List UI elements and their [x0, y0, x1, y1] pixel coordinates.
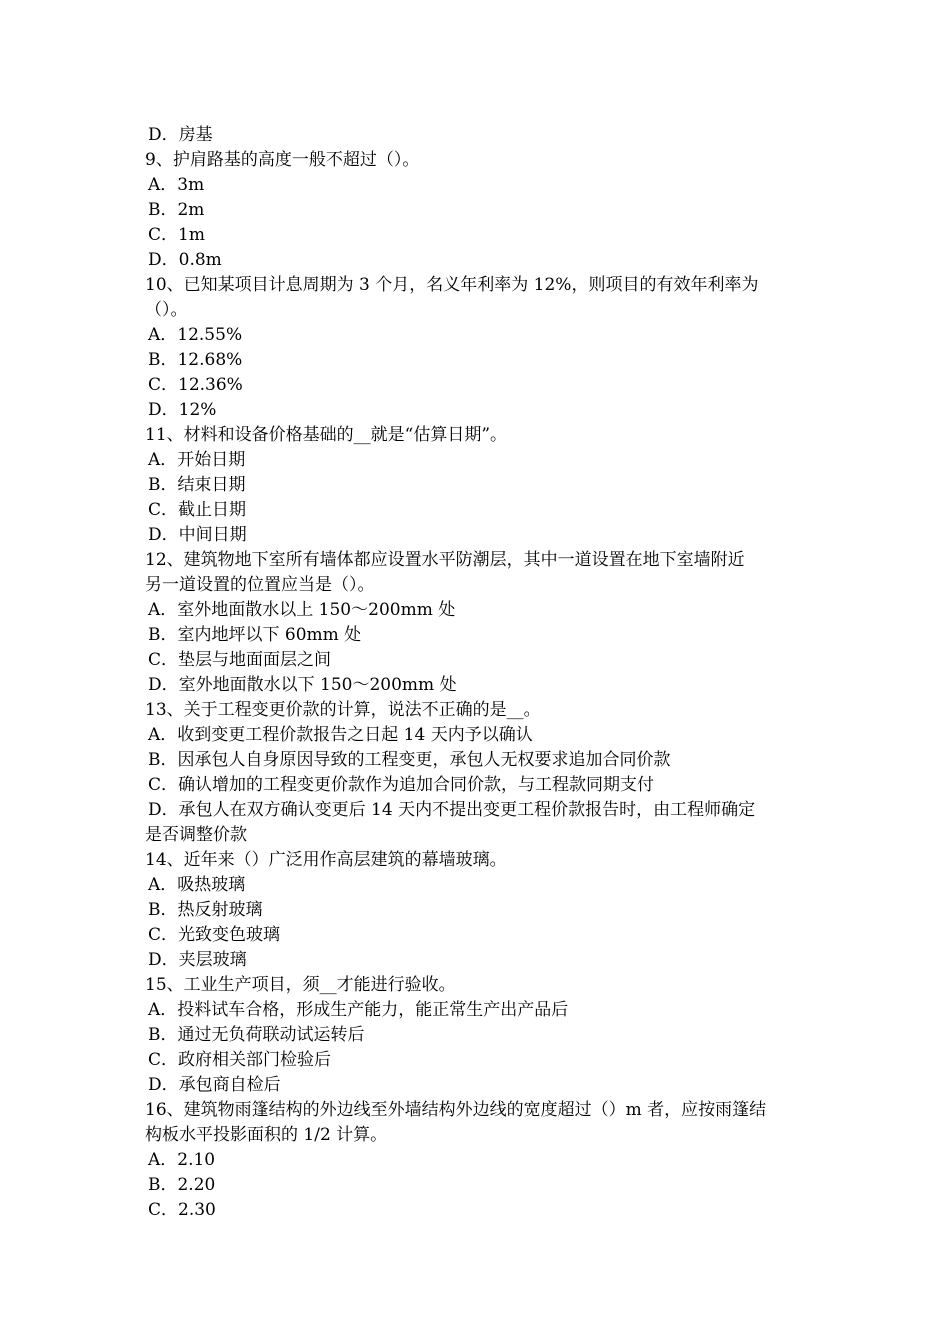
- question-line: 另一道设置的位置应当是（）。: [145, 575, 375, 595]
- question-line: （）。: [145, 300, 188, 320]
- document-body: [145, 123, 810, 1223]
- option-line: A．吸热玻璃: [148, 875, 246, 895]
- option-line: A．开始日期: [148, 450, 246, 470]
- option-line: B．2.20: [148, 1175, 216, 1195]
- option-line: A．收到变更工程价款报告之日起 14 天内予以确认: [148, 725, 533, 745]
- option-line: B．通过无负荷联动试运转后: [148, 1025, 365, 1045]
- option-line: C．1m: [148, 225, 205, 245]
- option-line: A．3m: [148, 175, 205, 195]
- option-line: B．12.68%: [148, 350, 243, 370]
- option-line: D．12%: [148, 400, 217, 420]
- option-line: C．垫层与地面面层之间: [148, 650, 332, 670]
- option-line: A．2.10: [148, 1150, 216, 1170]
- option-line: D．室外地面散水以下 150～200mm 处: [148, 675, 457, 695]
- option-line: D．承包人在双方确认变更后 14 天内不提出变更工程价款报告时，由工程师确定: [148, 800, 756, 820]
- question-line: 15、工业生产项目，须__才能进行验收。: [145, 975, 456, 995]
- option-line: D．中间日期: [148, 525, 247, 545]
- option-line: B．室内地坪以下 60mm 处: [148, 625, 362, 645]
- question-line: 10、已知某项目计息周期为 3 个月，名义年利率为 12%，则项目的有效年利率为: [145, 275, 759, 295]
- option-line: A．12.55%: [148, 325, 243, 345]
- option-line: A．投料试车合格，形成生产能力，能正常生产出产品后: [148, 1000, 569, 1020]
- option-line: C．截止日期: [148, 500, 247, 520]
- question-line: 构板水平投影面积的 1/2 计算。: [145, 1125, 388, 1145]
- option-line: B．结束日期: [148, 475, 246, 495]
- question-line: 是否调整价款: [145, 825, 247, 845]
- question-line: 16、建筑物雨篷结构的外边线至外墙结构外边线的宽度超过（）m 者，应按雨篷结: [145, 1100, 767, 1120]
- option-line: D．房基: [148, 125, 213, 145]
- question-line: 13、关于工程变更价款的计算，说法不正确的是__。: [145, 700, 541, 720]
- option-line: C．2.30: [148, 1200, 216, 1220]
- option-line: D．承包商自检后: [148, 1075, 281, 1095]
- option-line: C．确认增加的工程变更价款作为追加合同价款，与工程款同期支付: [148, 775, 655, 795]
- question-line: 14、近年来（）广泛用作高层建筑的幕墙玻璃。: [145, 850, 507, 870]
- question-line: 9、护肩路基的高度一般不超过（）。: [145, 150, 420, 170]
- option-line: C．政府相关部门检验后: [148, 1050, 332, 1070]
- option-line: A．室外地面散水以上 150～200mm 处: [148, 600, 456, 620]
- option-line: D．0.8m: [148, 250, 222, 270]
- option-line: C．光致变色玻璃: [148, 925, 281, 945]
- question-line: 11、材料和设备价格基础的__就是“估算日期”。: [145, 425, 508, 445]
- option-line: B．2m: [148, 200, 205, 220]
- option-line: C．12.36%: [148, 375, 243, 395]
- option-line: B．热反射玻璃: [148, 900, 263, 920]
- question-line: 12、建筑物地下室所有墙体都应设置水平防潮层，其中一道设置在地下室墙附近: [145, 550, 745, 570]
- option-line: D．夹层玻璃: [148, 950, 247, 970]
- option-line: B．因承包人自身原因导致的工程变更，承包人无权要求追加合同价款: [148, 750, 671, 770]
